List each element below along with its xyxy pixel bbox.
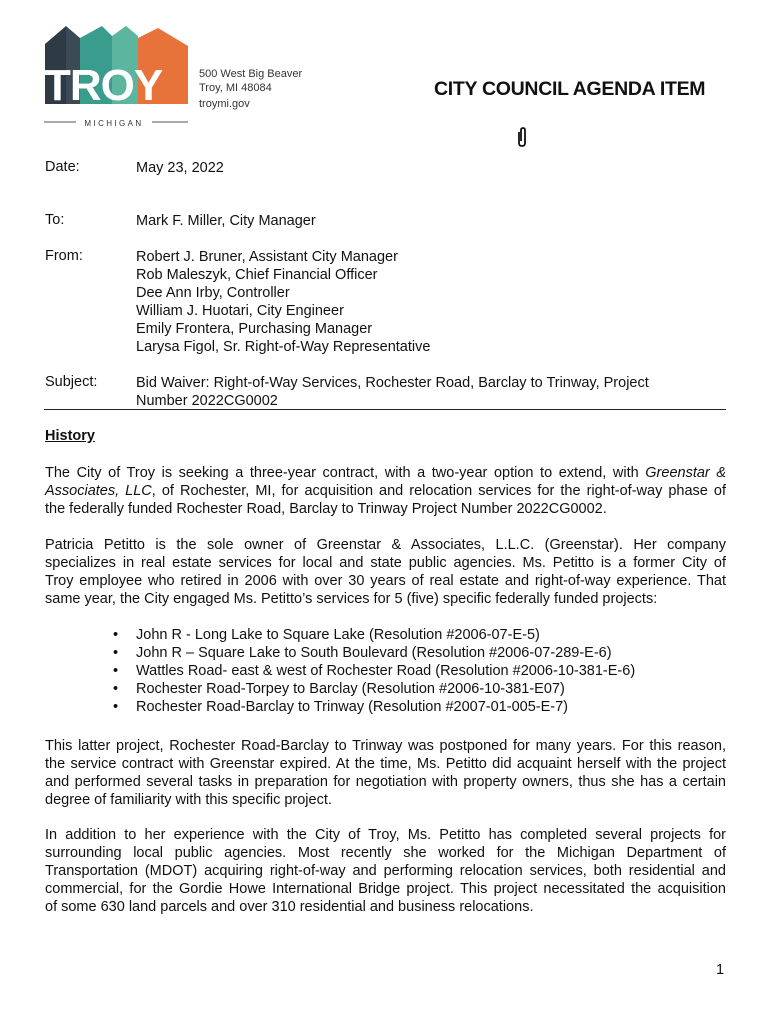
address-city: Troy, MI 48084 xyxy=(199,82,272,94)
p3-line: and performed several tasks in preparation for negotiation with property owners, thus she has a certain xyxy=(45,774,726,790)
project-list xyxy=(113,626,635,716)
page-title: CITY COUNCIL AGENDA ITEM xyxy=(434,78,706,100)
from-label: From: xyxy=(45,248,83,264)
from-list xyxy=(136,248,430,356)
p4-line: Transportation (MDOT) acquiring right-of-way and performing relocation services, both residential and xyxy=(45,863,726,879)
from-person: Rob Maleszyk, Chief Financial Officer xyxy=(136,267,378,283)
section-heading-history: History xyxy=(45,428,95,444)
list-item: • Rochester Road-Torpey to Barclay (Resolution #2006-10-381-E07) xyxy=(113,680,635,698)
logo-wordmark: TROY xyxy=(44,61,163,110)
address-web: troymi.gov xyxy=(199,98,250,110)
firm-name: Associates, LLC xyxy=(45,483,152,499)
list-item: • Rochester Road-Barclay to Trinway (Resolution #2007-01-005-E-7) xyxy=(113,698,635,716)
p1-lead: The City of Troy is seeking a three-year contract, with a two-year option to extend, with xyxy=(45,465,646,481)
date-label: Date: xyxy=(45,159,80,175)
from-person: Emily Frontera, Purchasing Manager xyxy=(136,321,373,337)
to-value: Mark F. Miller, City Manager xyxy=(136,213,316,229)
subject-label: Subject: xyxy=(45,374,98,390)
p4-line: commercial, for the Gordie Howe International Bridge project. This project necessitated the acquisition xyxy=(45,881,726,897)
p1-line: the federally funded Rochester Road, Barclay to Trinway Project Number 2022CG0002. xyxy=(45,501,607,517)
subject-line: Number 2022CG0002 xyxy=(136,393,278,409)
paragraph-2 xyxy=(45,536,726,608)
list-item: • John R - Long Lake to Square Lake (Resolution #2006-07-E-5) xyxy=(113,626,635,644)
p1-rest: , of Rochester, MI, for acquisition and relocation services for the right-of-way phase of xyxy=(151,483,726,499)
p3-line: This latter project, Rochester Road-Barclay to Trinway was postponed for many years. For this reason, xyxy=(45,738,726,754)
troy-logo xyxy=(40,24,200,134)
header-divider xyxy=(44,409,726,410)
p2-line: Troy employee who retired in 2006 with over 30 years of real estate and right-of-way experience. That xyxy=(45,573,726,589)
paragraph-1 xyxy=(45,464,726,518)
from-person: Robert J. Bruner, Assistant City Manager xyxy=(136,249,398,265)
p2-line: Patricia Petitto is the sole owner of Greenstar & Associates, L.L.C. (Greenstar). Her company xyxy=(45,537,726,553)
p4-line: In addition to her experience with the City of Troy, Ms. Petitto has completed several projects for xyxy=(45,827,726,843)
list-item: • Wattles Road- east & west of Rochester Road (Resolution #2006-10-381-E-6) xyxy=(113,662,635,680)
address-street: 500 West Big Beaver xyxy=(199,68,303,80)
city-address xyxy=(199,67,302,111)
from-person: William J. Huotari, City Engineer xyxy=(136,303,344,319)
paragraph-4 xyxy=(45,826,726,916)
to-label: To: xyxy=(45,212,65,228)
from-person: Dee Ann Irby, Controller xyxy=(136,285,290,301)
p2-line: specializes in real estate services for local and state public agencies. Ms. Petitto is a former City of xyxy=(45,555,726,571)
subject-line: Bid Waiver: Right-of-Way Services, Rochester Road, Barclay to Trinway, Project xyxy=(136,375,649,391)
paragraph-3 xyxy=(45,737,726,809)
date-value: May 23, 2022 xyxy=(136,160,224,176)
list-item: • John R – Square Lake to South Boulevard (Resolution #2006-07-289-E-6) xyxy=(113,644,635,662)
paperclip-icon[interactable] xyxy=(516,126,528,148)
firm-name: Greenstar & xyxy=(645,465,727,481)
p3-line: the service contract with Greenstar expired. At the time, Ms. Petitto did acquaint herself with the project xyxy=(45,756,726,772)
subject-value xyxy=(136,374,649,410)
p2-line: same year, the City engaged Ms. Petitto’s services for 5 (five) specific federally funded projects: xyxy=(45,591,658,607)
page-number: 1 xyxy=(716,962,725,978)
from-person: Larysa Figol, Sr. Right-of-Way Representative xyxy=(136,339,431,355)
p3-line: degree of familiarity with this specific project. xyxy=(45,792,332,808)
p4-line: of some 630 land parcels and over 310 residential and business relocations. xyxy=(45,899,534,915)
logo-state: MICHIGAN xyxy=(84,119,144,128)
p4-line: surrounding local public agencies. Most recently she worked for the Michigan Department of xyxy=(45,845,726,861)
